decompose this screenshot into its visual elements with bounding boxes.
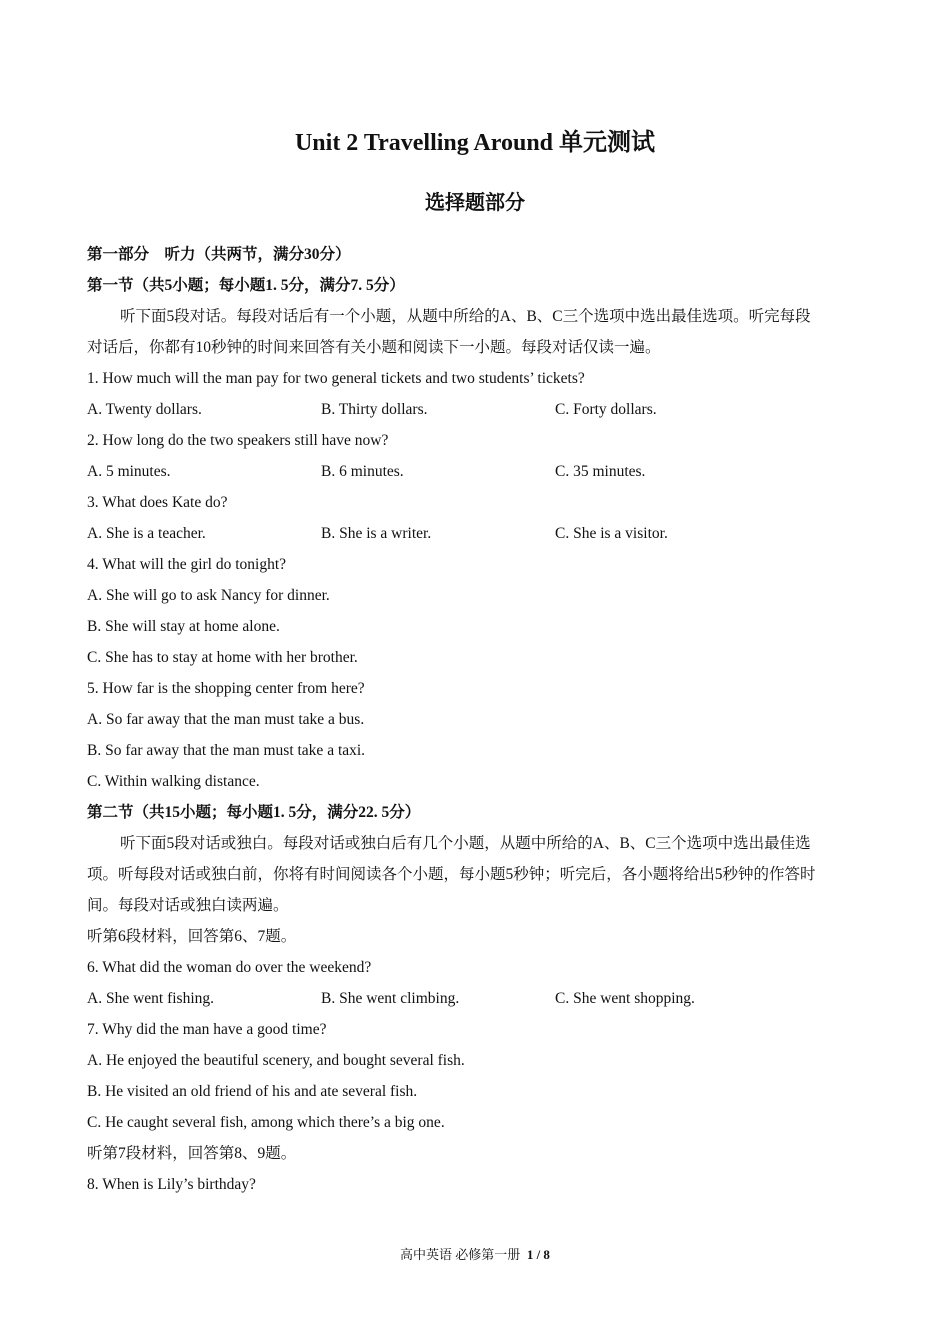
material-7-note: 听第7段材料，回答第8、9题。	[87, 1145, 297, 1162]
page-footer	[0, 1244, 950, 1263]
question-5-stem: 5. How far is the shopping center from here?	[87, 680, 365, 697]
section2-heading: 第二节（共15小题；每小题1. 5分，满分22. 5分）	[87, 804, 421, 821]
section2-instructions-cont: 项。听每段对话或独白前，你将有时间阅读各个小题，每小题5秒钟；听完后，各小题将给出5秒钟的作答时	[87, 866, 816, 883]
document-body	[87, 242, 865, 1203]
question-3-option-a: A. She is a teacher.	[87, 525, 206, 542]
question-6-stem: 6. What did the woman do over the weekend?	[87, 959, 372, 976]
section1-heading: 第一节（共5小题；每小题1. 5分，满分7. 5分）	[87, 277, 405, 294]
question-2-option-c: C. 35 minutes.	[555, 463, 646, 480]
document-subtitle: 选择题部分	[425, 192, 525, 214]
footer-course: 高中英语 必修第一册	[400, 1247, 521, 1262]
question-4-option-a: A. She will go to ask Nancy for dinner.	[87, 587, 330, 604]
material-6-note: 听第6段材料，回答第6、7题。	[87, 928, 297, 945]
question-7-stem: 7. Why did the man have a good time?	[87, 1021, 327, 1038]
question-5-option-a: A. So far away that the man must take a bus.	[87, 711, 365, 728]
question-7-option-b: B. He visited an old friend of his and ate several fish.	[87, 1083, 418, 1100]
section1-instructions: 听下面5段对话。每段对话后有一个小题，从题中所给的A、B、C三个选项中选出最佳选项。听完每段	[120, 308, 811, 325]
question-1-option-b: B. Thirty dollars.	[321, 401, 428, 418]
question-6-option-a: A. She went fishing.	[87, 990, 215, 1007]
question-1-option-c: C. Forty dollars.	[555, 401, 657, 418]
question-3-option-b: B. She is a writer.	[321, 525, 432, 542]
question-7-option-a: A. He enjoyed the beautiful scenery, and bought several fish.	[87, 1052, 465, 1069]
question-6-option-b: B. She went climbing.	[321, 990, 460, 1007]
question-3-option-c: C. She is a visitor.	[555, 525, 668, 542]
section2-instructions-end: 间。每段对话或独白读两遍。	[87, 897, 289, 914]
question-6-options	[87, 986, 865, 1017]
question-2-options	[87, 459, 865, 490]
question-5-option-b: B. So far away that the man must take a taxi.	[87, 742, 366, 759]
question-1-stem: 1. How much will the man pay for two general tickets and two students’ tickets?	[87, 370, 585, 387]
question-4-option-b: B. She will stay at home alone.	[87, 618, 280, 635]
question-2-option-a: A. 5 minutes.	[87, 463, 171, 480]
question-2-option-b: B. 6 minutes.	[321, 463, 404, 480]
question-3-options	[87, 521, 865, 552]
page-number: 1 / 8	[526, 1247, 550, 1262]
question-4-stem: 4. What will the girl do tonight?	[87, 556, 287, 573]
section2-instructions: 听下面5段对话或独白。每段对话或独白后有几个小题，从题中所给的A、B、C三个选项中选出最佳选	[120, 835, 811, 852]
part1-heading: 第一部分 听力（共两节，满分30分）	[87, 246, 351, 263]
section1-instructions-cont: 对话后，你都有10秒钟的时间来回答有关小题和阅读下一小题。每段对话仅读一遍。	[87, 339, 661, 356]
question-1-option-a: A. Twenty dollars.	[87, 401, 202, 418]
document-title: Unit 2 Travelling Around 单元测试	[294, 130, 656, 156]
question-6-option-c: C. She went shopping.	[555, 990, 695, 1007]
question-7-option-c: C. He caught several fish, among which there’s a big one.	[87, 1114, 445, 1131]
question-3-stem: 3. What does Kate do?	[87, 494, 228, 511]
question-4-option-c: C. She has to stay at home with her brother.	[87, 649, 358, 666]
question-8-stem: 8. When is Lily’s birthday?	[87, 1176, 256, 1193]
question-5-option-c: C. Within walking distance.	[87, 773, 260, 790]
question-1-options	[87, 397, 865, 428]
question-2-stem: 2. How long do the two speakers still have now?	[87, 432, 389, 449]
